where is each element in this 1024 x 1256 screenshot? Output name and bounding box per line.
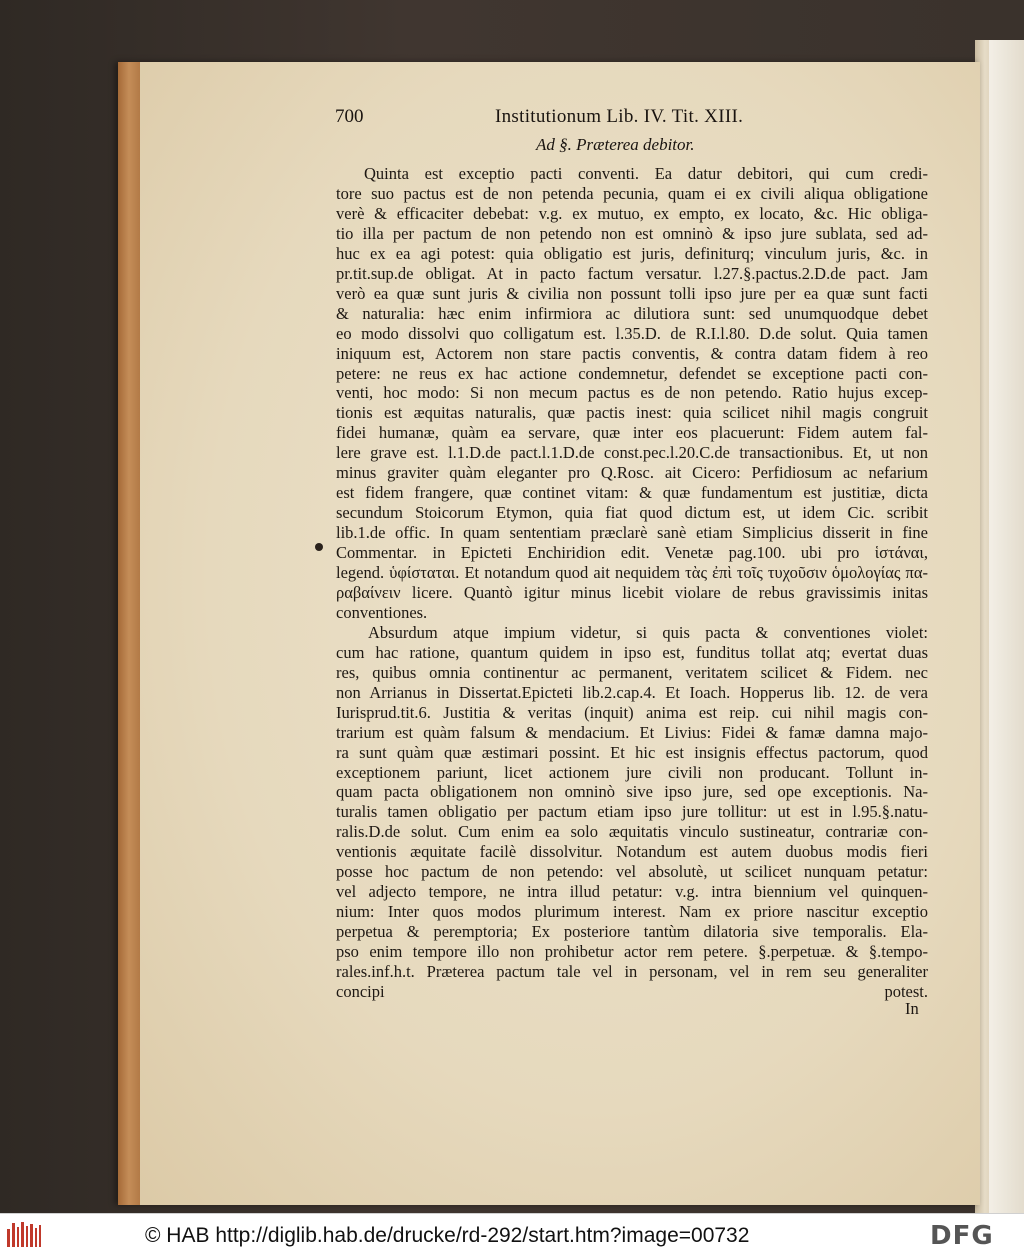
text-line: exceptionem pariunt, licet actionem jure civili non producant. Tollunt in-: [336, 762, 928, 782]
text-line: tore suo pactus est de non petenda pecunia, quam ei ex civili aliqua obligatione: [336, 183, 928, 203]
footer-bar: [0, 1213, 1024, 1256]
text-line: pso enim tempore illo non prohibetur actor rem petere. §.perpetuæ. & §.tempo-: [336, 942, 928, 961]
text-line: non Arrianus in Dissertat.Epicteti lib.2.cap.4. Et Ioach. Hopperus lib. 12. de vera: [336, 682, 928, 702]
adjacent-page-edges: [975, 40, 1024, 1213]
text-line: fidei humanæ, quàm ea servare, quæ inter eos placuerunt: Fidem autem fal-: [336, 423, 928, 443]
text-line: perpetua & peremptoria; Ex posteriore tantùm dilatoria sive temporalis. Ela-: [336, 922, 928, 942]
text-line: tio illa per pactum de non petendo non est omninò & ipso jure sublata, sed ad-: [336, 223, 928, 243]
text-line: rales.inf.h.t. Præterea pactum tale vel in personam, vel in rem seu generaliter: [336, 962, 928, 981]
text-line: res, quibus omnia continentur ac permanent, veritatem scilicet & Fidem. nec: [336, 662, 928, 682]
text-line: Quinta est exceptio pacti conventi. Ea datur debitori, qui cum credi-: [364, 164, 928, 183]
copyright-url-text: © HAB http://diglib.hab.de/drucke/rd-292/start.htm?image=00732: [145, 1224, 750, 1247]
text-line: ραβαίνειν licere. Quantò igitur minus licebit violare de rebus gravissimis initas: [336, 583, 928, 602]
text-line: petere: ne reus ex hac actione condemnetur, defendet se exceptione pacti con-: [336, 363, 928, 383]
text-line: cum hac ratione, quantum quidem in ipso est, funditus tollat atq; evertat duas: [336, 642, 928, 662]
text-line: & naturalia: hæc enim infirmiora ac dilutiora sunt: sed unumquodque debet: [336, 303, 928, 323]
text-line: eo modo dissolvi quo colligatum est. l.35.D. de R.I.l.80. D.de solut. Quia tamen: [336, 323, 928, 343]
running-head: [335, 104, 795, 130]
text-line: lere grave est. l.1.D.de pact.l.1.D.de const.pec.l.20.C.de transactionibus. Et, ut non: [336, 443, 928, 463]
text-line: ventionis æquitate facilè dissolvitur. Notandum est autem duobus modis fieri: [336, 842, 928, 862]
text-line: ra sunt quàm quæ æstimari possint. Et hic est insignis effectus pactorum, quod: [336, 742, 928, 762]
text-line: verè & efficaciter debebat: v.g. ex mutuo, ex empto, ex locato, &c. Hic obliga-: [336, 203, 928, 223]
text-line: secundum Stoicorum Etymon, quia fiat quod dictum est, ut idem Cic. scribit: [336, 503, 928, 523]
text-line: conventiones.: [336, 602, 428, 622]
text-line: legend. ὑφίσταται. Et notandum quod ait nequidem τὰς ἐπὶ τοῖς τυχοῦσιν ὁμολογίας πα-: [336, 563, 928, 582]
text-line: Iurisprud.tit.6. Justitia & veritas (inquit) anima est reip. cui nihil magis con-: [336, 702, 928, 722]
text-line: minus graviter quàm eleganter pro Q.Rosc. ait Cicero: Perfidiosum ac nefarium: [336, 463, 928, 483]
text-line: pr.tit.sup.de obligat. At in pacto factum versatur. l.27.§.pactus.2.D.de pact. Jam: [336, 263, 928, 283]
text-line: venti, hoc modo: Si non mecum pactus es de non petendo. Ratio hujus excep-: [336, 383, 928, 403]
text-line: tionis est æquitas naturalis, quæ pactis inest: quia scilicet nihil magis congruit: [336, 403, 928, 423]
text-line: est fidem frangere, quæ continet vitam: & quæ fundamentum est justitiæ, dicta: [336, 483, 928, 503]
text-line: verò ea quæ sunt juris & civilia non possunt tolli ipso jure per ea quæ sunt facti: [336, 283, 928, 303]
catchword: In: [905, 999, 919, 1018]
text-line: concipi potest.: [336, 981, 928, 1001]
text-line: ralis.D.de solut. Cum enim ea solo æquitatis vinculo sustineatur, contrariæ con-: [336, 822, 928, 842]
text-line: iniquum est, Actorem non stare pactis conventis, & contra datam fidem à reo: [336, 343, 928, 363]
text-line: Commentar. in Epicteti Enchiridion edit. Venetæ pag.100. ubi pro ἱστάναι,: [336, 543, 928, 562]
margin-dot-mark: [315, 543, 323, 551]
hab-barcode-logo-icon: [6, 1221, 42, 1249]
text-line: turalis tamen obligatio per pactum etiam ipso jure tollitur: ut est in l.95.§.natu-: [336, 802, 928, 822]
text-line: huc ex ea agi potest: quia obligatio est juris, definiturq; vinculum juris, &c. in: [336, 243, 928, 263]
dfg-logo: DFG: [930, 1221, 994, 1251]
text-line: vel adjecto tempore, ne intra illud petatur: v.g. intra biennium vel quinquen-: [336, 882, 928, 902]
page-number: 700: [335, 106, 364, 127]
text-line: posse hoc pactum de non petendo: vel absolutè, ut scilicet nunquam petatur:: [336, 862, 928, 882]
text-line: quam pacta obligationem non omninò sive ipso jure, sed ope exceptionis. Na-: [336, 782, 928, 802]
text-line: trarium est quàm falsum & mendacium. Et Livius: Fidei & famæ damna majo-: [336, 722, 928, 742]
text-line: nium: Inter quos modos plurimum interest. Nam ex priore nascitur exceptio: [336, 902, 928, 922]
running-title: Institutionum Lib. IV. Tit. XIII.: [495, 106, 744, 127]
section-heading: Ad §. Præterea debitor.: [536, 135, 695, 154]
text-line: Absurdum atque impium videtur, si quis pacta & conventiones violet:: [368, 622, 928, 642]
text-line: lib.1.de offic. In quam sententiam præclarè sanè etiam Simplicius disserit in fine: [336, 523, 928, 543]
